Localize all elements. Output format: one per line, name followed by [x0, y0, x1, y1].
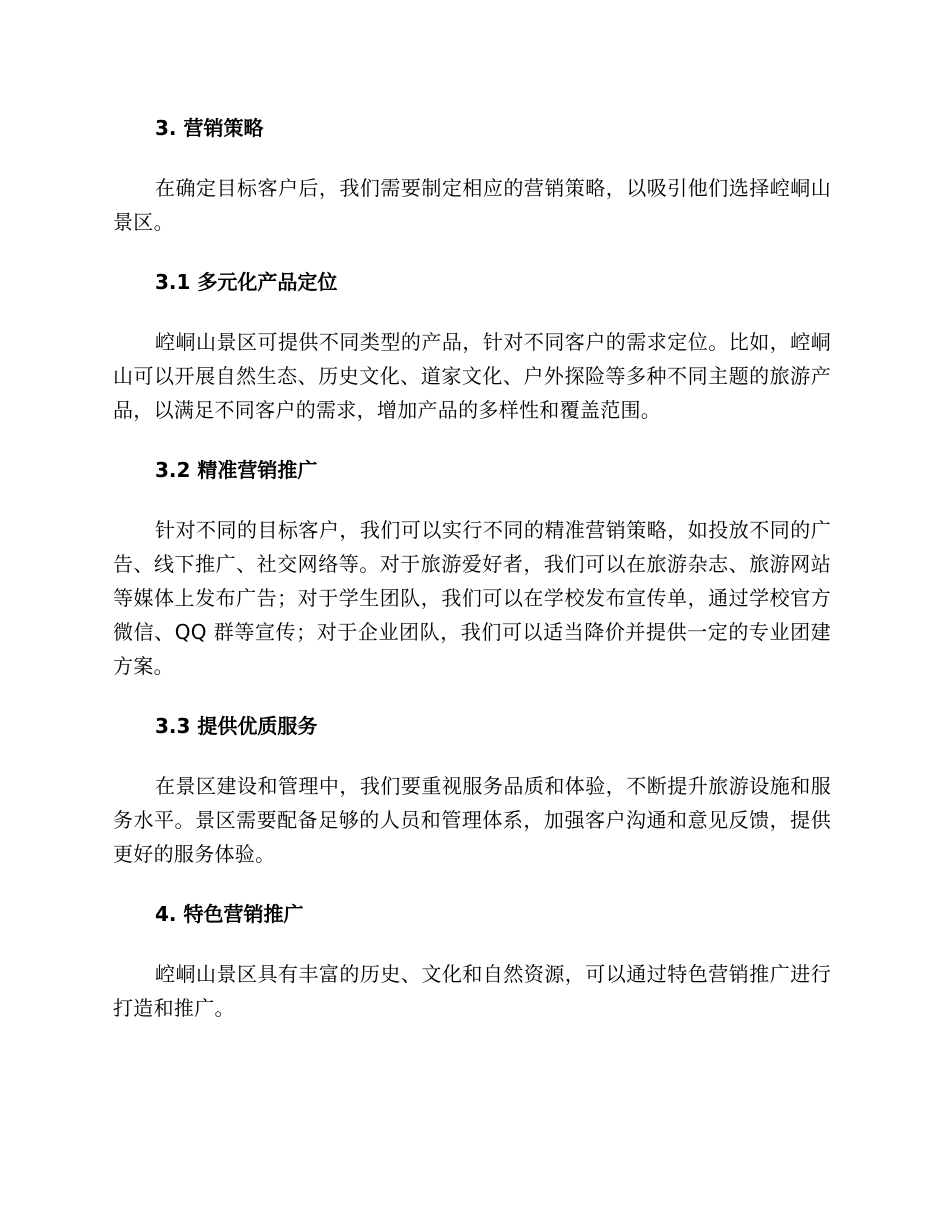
paragraph-featured-marketing: 崆峒山景区具有丰富的历史、文化和自然资源，可以通过特色营销推广进行打造和推广。	[113, 962, 831, 1020]
document-body	[113, 111, 831, 1025]
section-heading-3-2: 3.2 精准营销推广	[155, 458, 318, 482]
paragraph-quality-service: 在景区建设和管理中，我们要重视服务品质和体验，不断提升旅游设施和服务水平。景区需要配备足够的人员和管理体系，加强客户沟通和意见反馈，提供更好的服务体验。	[113, 774, 831, 866]
section-heading-3: 3. 营销策略	[155, 116, 264, 140]
section-heading-3-3: 3.3 提供优质服务	[155, 714, 318, 738]
section-heading-3-1: 3.1 多元化产品定位	[155, 270, 338, 294]
paragraph-precision-marketing: 针对不同的目标客户，我们可以实行不同的精准营销策略，如投放不同的广告、线下推广、社交网络等。对于旅游爱好者，我们可以在旅游杂志、旅游网站等媒体上发布广告；对于学生团队，我们可以在学校发布宣传单，通过学校官方微信、QQ 群等宣传；对于企业团队，我们可以适当降价并提供一定的专业团建方案。	[113, 518, 831, 678]
section-heading-4: 4. 特色营销推广	[155, 902, 304, 926]
paragraph-marketing-intro: 在确定目标客户后，我们需要制定相应的营销策略，以吸引他们选择崆峒山景区。	[113, 176, 831, 234]
paragraph-product-positioning: 崆峒山景区可提供不同类型的产品，针对不同客户的需求定位。比如，崆峒山可以开展自然生态、历史文化、道家文化、户外探险等多种不同主题的旅游产品，以满足不同客户的需求，增加产品的多样性和覆盖范围。	[113, 330, 831, 422]
